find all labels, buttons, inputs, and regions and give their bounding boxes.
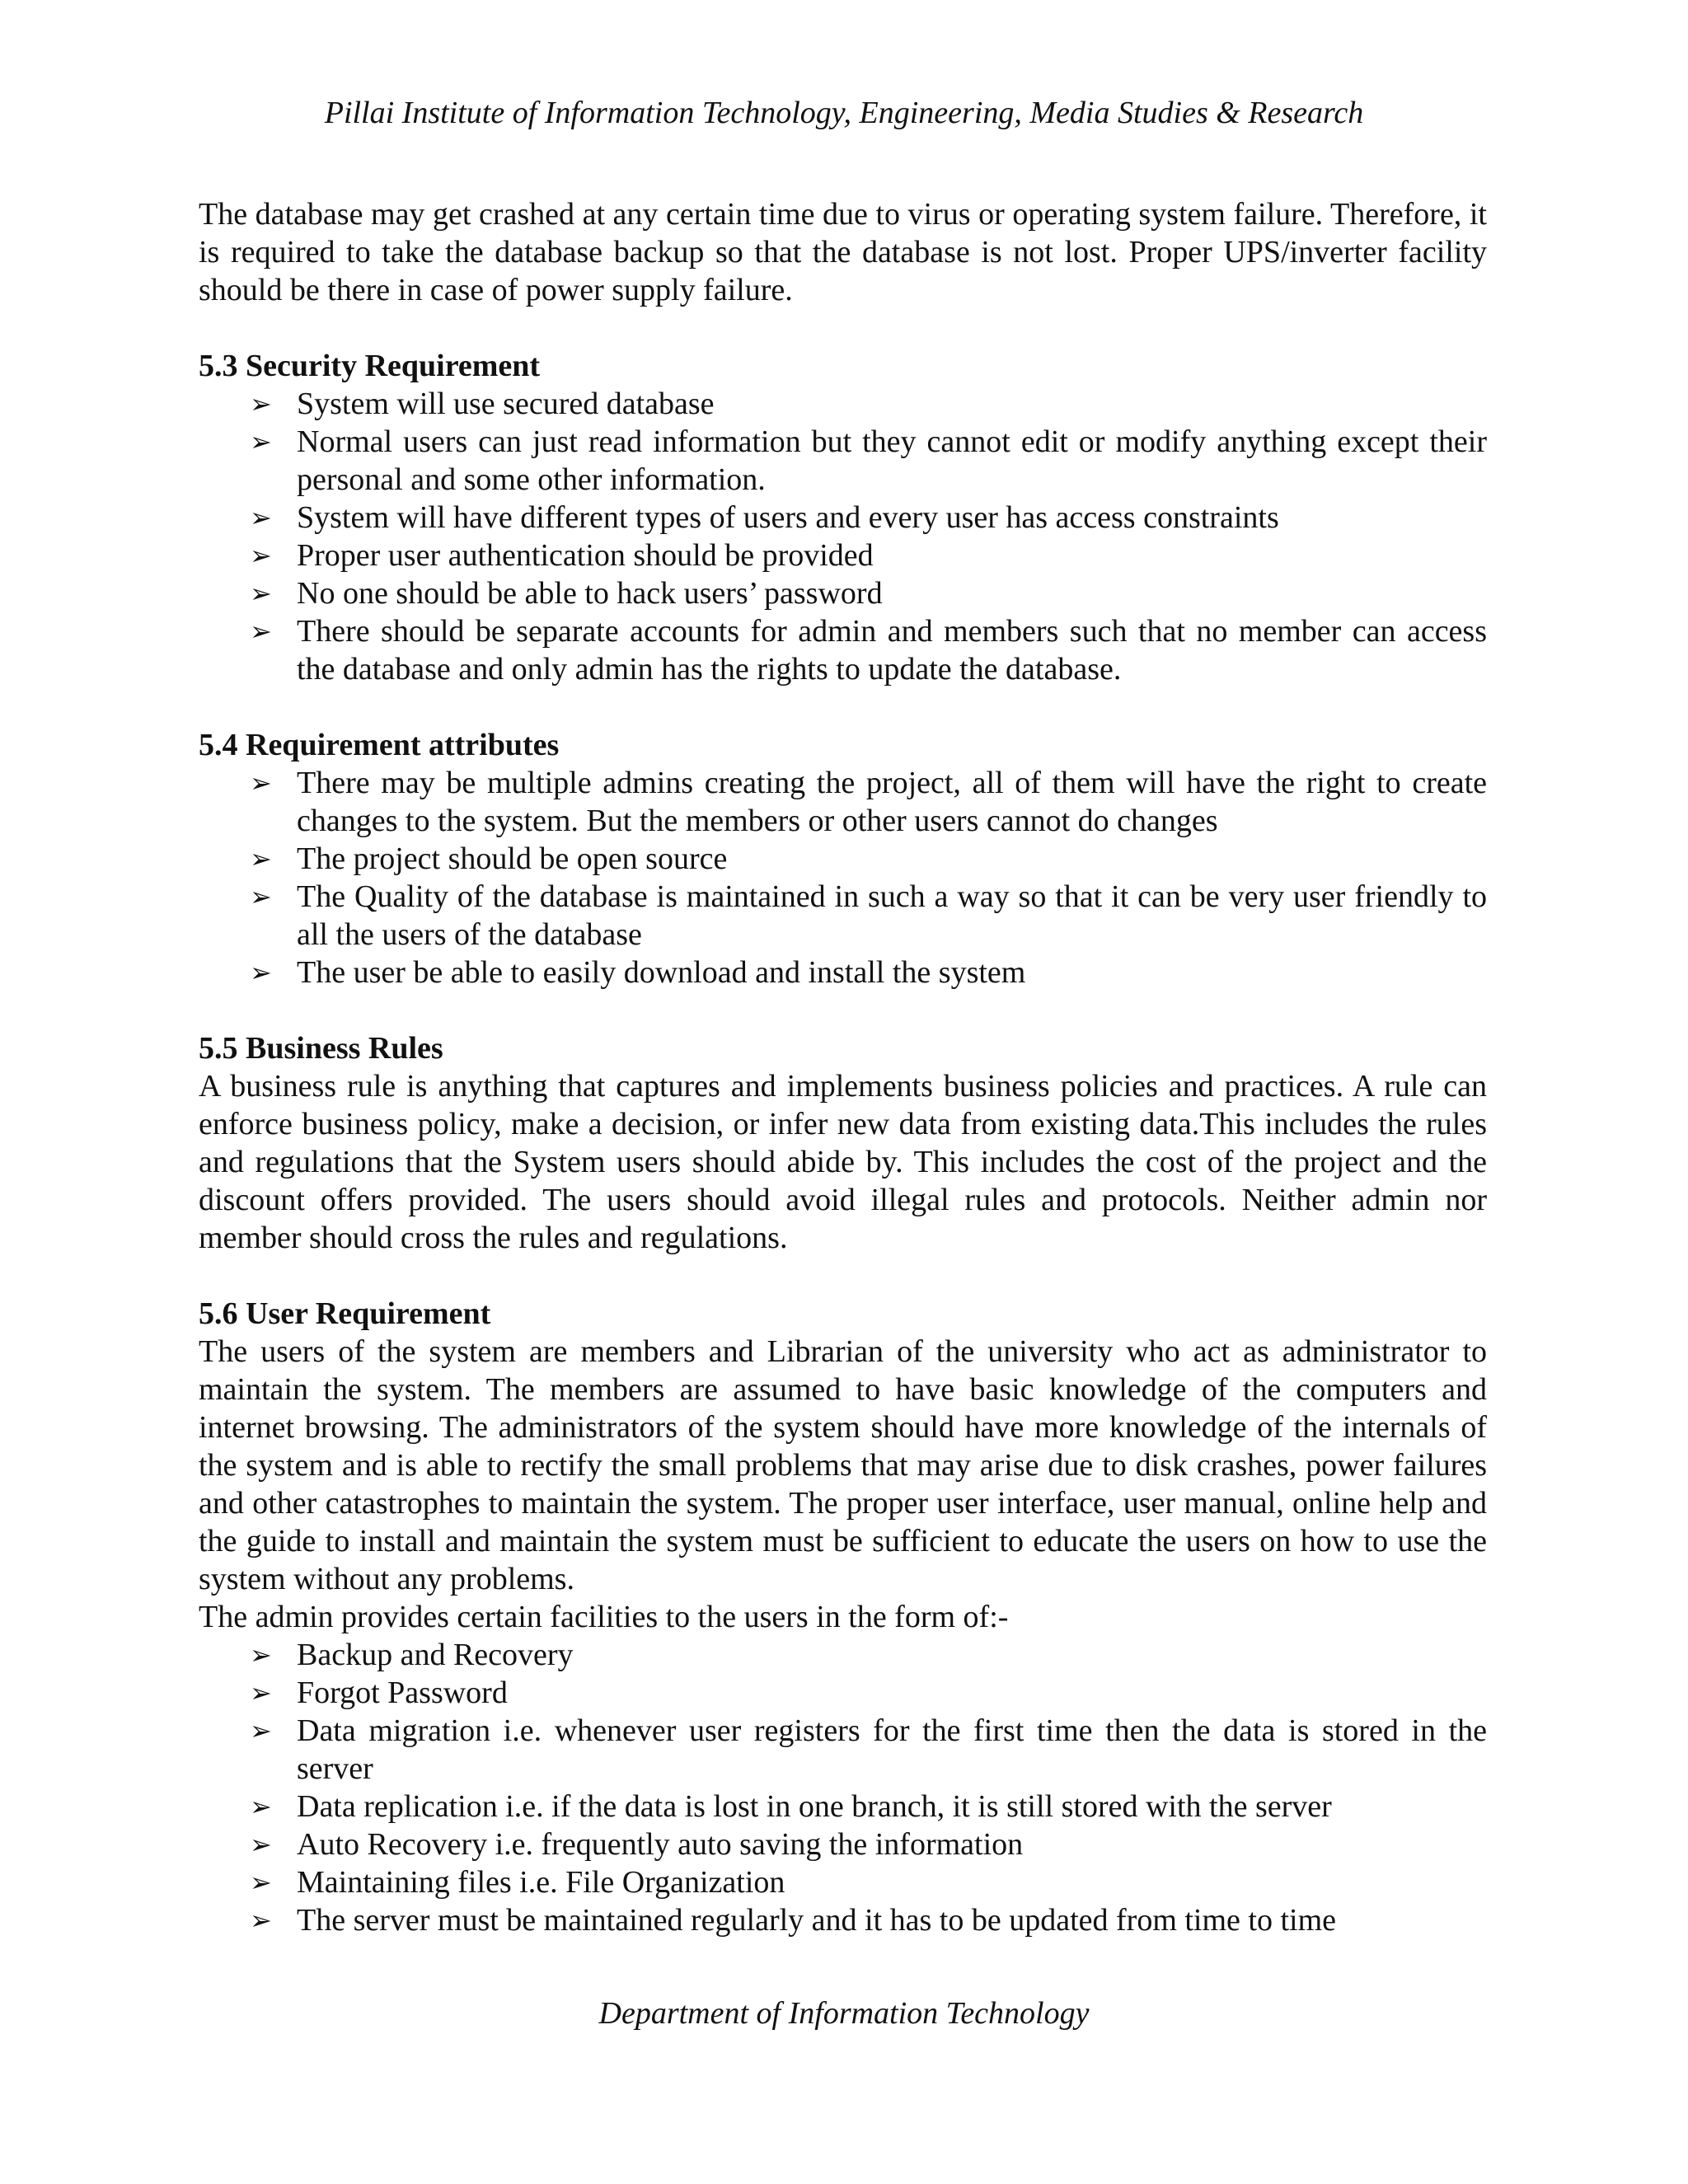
list-item-text: System will use secured database (297, 387, 715, 421)
arrow-bullet-icon: ➢ (250, 843, 272, 874)
section-heading-business: 5.5 Business Rules (199, 1031, 443, 1066)
spacer (199, 309, 1487, 347)
arrow-bullet-icon: ➢ (250, 540, 272, 571)
list-item-text: Normal users can just read information but they cannot edit or modify anything except their personal and some other information. (297, 424, 1487, 497)
list-item (250, 1712, 1487, 1788)
list-item (250, 1636, 1487, 1674)
list-item-text: There may be multiple admins creating the project, all of them will have the right to create changes to the system. But the members or other users cannot do changes (297, 766, 1487, 838)
list-item (250, 1674, 1487, 1712)
spacer (199, 991, 1487, 1029)
facilities-lead: The admin provides certain facilities to the users in the form of:- (199, 1600, 1009, 1634)
list-item-text: The user be able to easily download and install the system (297, 955, 1026, 990)
list-item (250, 878, 1487, 954)
business-rules-paragraph: A business rule is anything that captures and implements business policies and practices. A rule can enforce business policy, make a decision, or infer new data from existing data.This includes the rules and regulations that the System users should abide by. This includes the cost of the project and the discount offers provided. The users should avoid illegal rules and protocols. Neither admin nor member should cross the rules and regulations. (199, 1069, 1487, 1255)
list-item-text: No one should be able to hack users’ password (297, 576, 883, 611)
security-requirement-list (199, 385, 1487, 688)
list-item-text: Maintaining files i.e. File Organization (297, 1865, 785, 1900)
list-item (250, 1901, 1487, 1939)
arrow-bullet-icon: ➢ (250, 1905, 272, 1936)
document-body (199, 195, 1487, 1939)
list-item-text: The Quality of the database is maintained in such a way so that it can be very user friendly to all the users of the database (297, 879, 1487, 952)
list-item (250, 1863, 1487, 1901)
list-item (250, 423, 1487, 499)
list-item (250, 840, 1487, 878)
arrow-bullet-icon: ➢ (250, 388, 272, 419)
list-item (250, 612, 1487, 688)
intro-paragraph: The database may get crashed at any certain time due to virus or operating system failure. Therefore, it is required to take the database backup so that the database is not lost. Proper UPS/inverter facility should be there in case of power supply failure. (199, 197, 1487, 307)
list-item-text: Proper user authentication should be provided (297, 538, 874, 573)
list-item-text: There should be separate accounts for admin and members such that no member can access the database and only admin has the rights to update the database. (297, 614, 1487, 687)
section-heading-user: 5.6 User Requirement (199, 1296, 491, 1331)
arrow-bullet-icon: ➢ (250, 1639, 272, 1671)
list-item (250, 764, 1487, 840)
arrow-bullet-icon: ➢ (250, 1791, 272, 1822)
list-item (250, 1825, 1487, 1863)
running-header: Pillai Institute of Information Technology, Engineering, Media Studies & Research (324, 96, 1364, 130)
arrow-bullet-icon: ➢ (250, 616, 272, 647)
arrow-bullet-icon: ➢ (250, 1677, 272, 1708)
arrow-bullet-icon: ➢ (250, 1867, 272, 1898)
list-item (250, 574, 1487, 612)
spacer (199, 1257, 1487, 1295)
list-item (250, 499, 1487, 537)
section-heading-attributes: 5.4 Requirement attributes (199, 728, 560, 762)
user-requirement-paragraph: The users of the system are members and Librarian of the university who act as administrator to maintain the system. The members are assumed to have basic knowledge of the computers and internet browsing. The administrators of the system should have more knowledge of the internals of the system and is able to rectify the small problems that may arise due to disk crashes, power failures and other catastrophes to maintain the system. The proper user interface, user manual, online help and the guide to install and maintain the system must be sufficient to educate the users on how to use the system without any problems. (199, 1334, 1487, 1596)
arrow-bullet-icon: ➢ (250, 881, 272, 912)
list-item-text: Auto Recovery i.e. frequently auto saving the information (297, 1827, 1024, 1862)
arrow-bullet-icon: ➢ (250, 957, 272, 988)
list-item-text: The server must be maintained regularly and it has to be updated from time to time (297, 1903, 1337, 1938)
list-item-text: System will have different types of users and every user has access constraints (297, 500, 1279, 535)
section-heading-security: 5.3 Security Requirement (199, 349, 541, 383)
list-item (250, 385, 1487, 423)
arrow-bullet-icon: ➢ (250, 1829, 272, 1860)
requirement-attributes-list (199, 764, 1487, 991)
arrow-bullet-icon: ➢ (250, 1715, 272, 1746)
list-item-text: The project should be open source (297, 841, 728, 876)
list-item-text: Data replication i.e. if the data is lost in one branch, it is still stored with the server (297, 1789, 1332, 1824)
spacer (199, 688, 1487, 726)
arrow-bullet-icon: ➢ (250, 767, 272, 799)
arrow-bullet-icon: ➢ (250, 502, 272, 533)
list-item (250, 954, 1487, 991)
list-item-text: Forgot Password (297, 1675, 508, 1710)
list-item (250, 1788, 1487, 1825)
admin-facilities-list (199, 1636, 1487, 1939)
arrow-bullet-icon: ➢ (250, 426, 272, 457)
running-footer: Department of Information Technology (598, 1996, 1090, 2031)
list-item-text: Backup and Recovery (297, 1638, 574, 1672)
list-item-text: Data migration i.e. whenever user registers for the first time then the data is stored in the server (297, 1713, 1487, 1786)
list-item (250, 537, 1487, 574)
arrow-bullet-icon: ➢ (250, 578, 272, 609)
